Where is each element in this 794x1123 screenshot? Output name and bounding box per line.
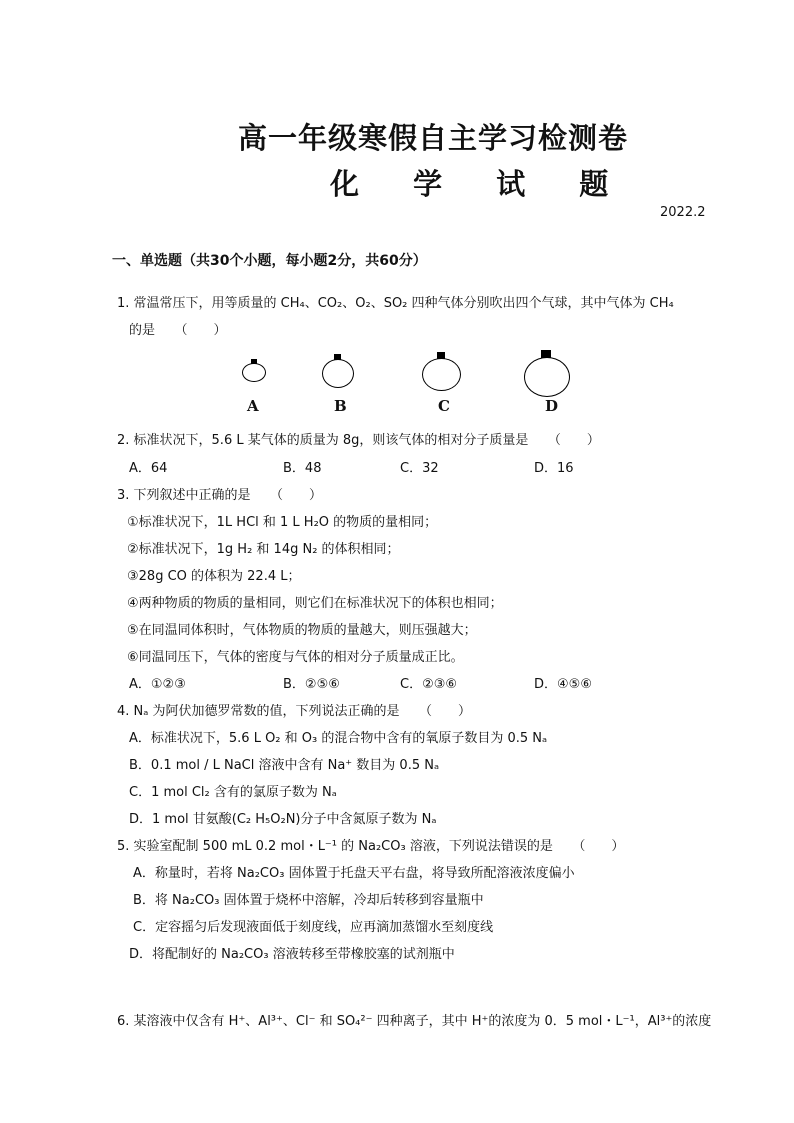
balloon-b xyxy=(322,359,354,388)
page-subtitle: 化 学 试 题 xyxy=(330,167,631,201)
q3-option-d: D．④⑤⑥ xyxy=(534,677,592,692)
q4-option-a: A．标准状况下，5.6 L O₂ 和 O₃ 的混合物中含有的氧原子数目为 0.5 Nₐ xyxy=(129,731,548,746)
q3-item-1: ①标准状况下，1L HCl 和 1 L H₂O 的物质的量相同； xyxy=(127,515,438,530)
q3-item-2: ②标准状况下，1g H₂ 和 14g N₂ 的体积相同； xyxy=(127,542,400,557)
balloon-d xyxy=(524,357,570,397)
section-heading: 一、单选题（共30个小题，每小题2分，共60分） xyxy=(112,253,427,269)
q3-stem: 3. 下列叙述中正确的是 （ ） xyxy=(117,488,323,503)
q1-stem-line2: 的是 （ ） xyxy=(129,323,227,338)
q3-item-4: ④两种物质的物质的量相同，则它们在标准状况下的体积也相同； xyxy=(127,596,503,611)
q6-stem: 6. 某溶液中仅含有 H⁺、Al³⁺、Cl⁻ 和 SO₄²⁻ 四种离子，其中 H⁺的浓度为 0．5 mol・L⁻¹，Al³⁺的浓度 xyxy=(117,1014,712,1029)
q4-option-b: B．0.1 mol / L NaCl 溶液中含有 Na⁺ 数目为 0.5 Nₐ xyxy=(129,758,440,773)
balloon-c xyxy=(422,358,461,391)
q5-option-a: A．称量时，若将 Na₂CO₃ 固体置于托盘天平右盘，将导致所配溶液浓度偏小 xyxy=(133,866,575,881)
q3-option-c: C．②③⑥ xyxy=(400,677,458,692)
q2-option-d: D．16 xyxy=(534,461,574,476)
q5-stem: 5. 实验室配制 500 mL 0.2 mol・L⁻¹ 的 Na₂CO₃ 溶液，下列说法错误的是 （ ） xyxy=(117,839,625,854)
balloon-c-label: C xyxy=(438,397,450,415)
q2-option-c: C．32 xyxy=(400,461,439,476)
balloon-d-label: D xyxy=(545,397,559,415)
q5-option-b: B．将 Na₂CO₃ 固体置于烧杯中溶解，冷却后转移到容量瓶中 xyxy=(133,893,484,908)
q5-option-c: C．定容摇匀后发现液面低于刻度线，应再滴加蒸馏水至刻度线 xyxy=(133,920,494,935)
q1-stem-line1: 1. 常温常压下，用等质量的 CH₄、CO₂、O₂、SO₂ 四种气体分别吹出四个气球，其中气体为 CH₄ xyxy=(117,296,674,311)
q5-option-d: D．将配制好的 Na₂CO₃ 溶液转移至带橡胶塞的试剂瓶中 xyxy=(129,947,455,962)
q2-stem: 2. 标准状况下，5.6 L 某气体的质量为 8g，则该气体的相对分子质量是 （ ） xyxy=(117,433,600,448)
q3-option-b: B．②⑤⑥ xyxy=(283,677,340,692)
q2-option-a: A．64 xyxy=(129,461,168,476)
q4-stem: 4. Nₐ 为阿伏加德罗常数的值，下列说法正确的是 （ ） xyxy=(117,704,471,719)
balloon-b-label: B xyxy=(334,397,347,415)
balloon-a xyxy=(242,363,266,382)
q3-item-3: ③28g CO 的体积为 22.4 L； xyxy=(127,569,301,584)
q3-item-5: ⑤在同温同体积时，气体物质的物质的量越大，则压强越大； xyxy=(127,623,477,638)
page-title: 高一年级寒假自主学习检测卷 xyxy=(238,121,629,155)
q4-option-d: D．1 mol 甘氨酸(C₂ H₅O₂N)分子中含氮原子数为 Nₐ xyxy=(129,812,437,827)
q3-option-a: A．①②③ xyxy=(129,677,186,692)
q4-option-c: C．1 mol Cl₂ 含有的氯原子数为 Nₐ xyxy=(129,785,337,800)
q2-option-b: B．48 xyxy=(283,461,322,476)
q3-item-6: ⑥同温同压下，气体的密度与气体的相对分子质量成正比。 xyxy=(127,650,464,665)
balloon-a-label: A xyxy=(247,397,259,415)
exam-date: 2022.2 xyxy=(660,205,706,220)
